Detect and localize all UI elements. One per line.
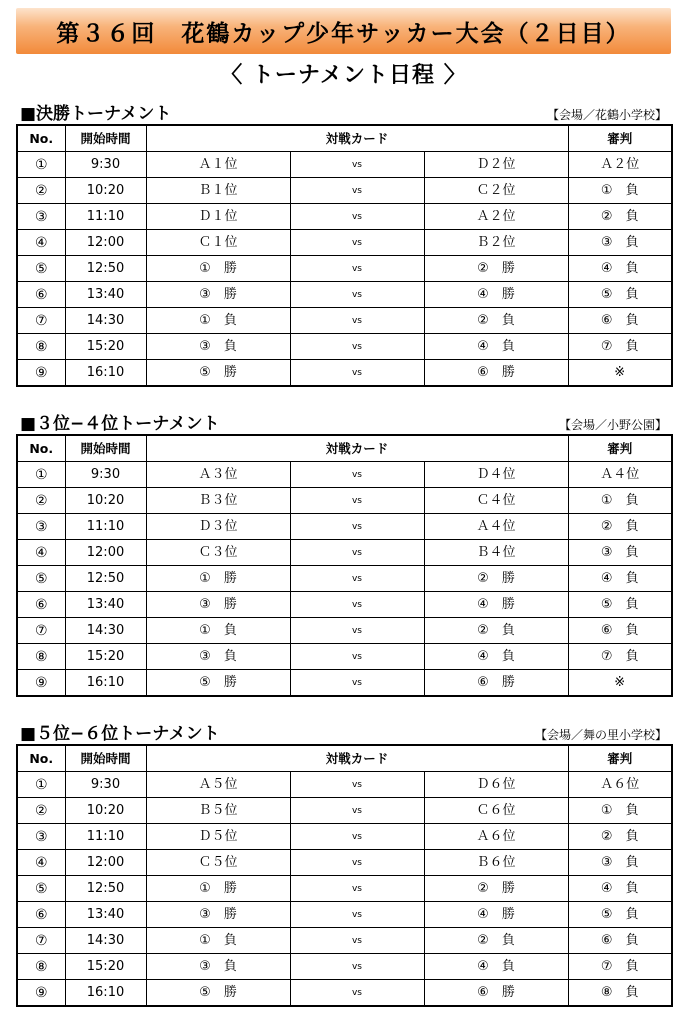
- vs-label: vs: [290, 566, 424, 592]
- vs-label: vs: [290, 850, 424, 876]
- vs-label: vs: [290, 618, 424, 644]
- match-number: ④: [17, 230, 65, 256]
- team-b: ② 負: [424, 308, 568, 334]
- start-time: 12:50: [65, 876, 146, 902]
- team-a: ③ 負: [146, 954, 290, 980]
- match-number: ⑦: [17, 308, 65, 334]
- table-row: [17, 256, 672, 282]
- start-time: 11:10: [65, 204, 146, 230]
- start-time: 12:00: [65, 850, 146, 876]
- title-banner: [16, 8, 671, 54]
- referee: ※: [568, 670, 672, 697]
- vs-label: vs: [290, 798, 424, 824]
- table-row: [17, 954, 672, 980]
- referee: ④ 負: [568, 256, 672, 282]
- section-header: [16, 414, 671, 434]
- team-b: Ａ６位: [424, 824, 568, 850]
- section-title: ■５位−６位トーナメント: [20, 724, 220, 744]
- header-match: 対戦カード: [146, 745, 568, 772]
- match-number: ③: [17, 204, 65, 230]
- match-number: ⑥: [17, 592, 65, 618]
- team-a: Ｄ５位: [146, 824, 290, 850]
- header-referee: 審判: [568, 125, 672, 152]
- match-number: ⑦: [17, 928, 65, 954]
- team-a: ① 勝: [146, 566, 290, 592]
- referee: ② 負: [568, 514, 672, 540]
- table-row: [17, 462, 672, 488]
- table-row: [17, 514, 672, 540]
- match-number: ⑥: [17, 902, 65, 928]
- start-time: 13:40: [65, 902, 146, 928]
- table-row: [17, 824, 672, 850]
- team-b: ④ 勝: [424, 592, 568, 618]
- vs-label: vs: [290, 824, 424, 850]
- tournament-section: [16, 104, 671, 387]
- team-a: ⑤ 勝: [146, 670, 290, 697]
- table-row: [17, 566, 672, 592]
- referee: ⑥ 負: [568, 618, 672, 644]
- vs-label: vs: [290, 178, 424, 204]
- match-number: ①: [17, 462, 65, 488]
- vs-label: vs: [290, 308, 424, 334]
- team-a: ① 負: [146, 308, 290, 334]
- table-row: [17, 902, 672, 928]
- start-time: 15:20: [65, 644, 146, 670]
- team-a: ③ 負: [146, 334, 290, 360]
- referee: ⑥ 負: [568, 928, 672, 954]
- vs-label: vs: [290, 592, 424, 618]
- team-a: ① 負: [146, 928, 290, 954]
- section-header: [16, 104, 671, 124]
- vs-label: vs: [290, 514, 424, 540]
- vs-label: vs: [290, 902, 424, 928]
- team-b: Ａ４位: [424, 514, 568, 540]
- vs-label: vs: [290, 540, 424, 566]
- vs-label: vs: [290, 980, 424, 1007]
- referee: ① 負: [568, 178, 672, 204]
- header-no: No.: [17, 125, 65, 152]
- start-time: 16:10: [65, 670, 146, 697]
- page-title: 第３６回 花鶴カップ少年サッカー大会（２日目）: [56, 20, 631, 47]
- team-a: ⑤ 勝: [146, 360, 290, 387]
- referee: ⑥ 負: [568, 308, 672, 334]
- table-row: [17, 230, 672, 256]
- match-number: ③: [17, 824, 65, 850]
- team-b: Ｃ４位: [424, 488, 568, 514]
- table-row: [17, 488, 672, 514]
- referee: ③ 負: [568, 540, 672, 566]
- start-time: 14:30: [65, 618, 146, 644]
- table-row: [17, 204, 672, 230]
- team-b: ⑥ 勝: [424, 360, 568, 387]
- table-row: [17, 798, 672, 824]
- start-time: 9:30: [65, 152, 146, 178]
- team-a: ① 勝: [146, 876, 290, 902]
- team-a: Ｂ３位: [146, 488, 290, 514]
- referee: ⑦ 負: [568, 334, 672, 360]
- referee: ⑦ 負: [568, 644, 672, 670]
- team-a: ③ 勝: [146, 592, 290, 618]
- table-row: [17, 980, 672, 1007]
- section-venue: 【会場／舞の里小学校】: [534, 728, 667, 742]
- vs-label: vs: [290, 152, 424, 178]
- team-b: Ａ２位: [424, 204, 568, 230]
- schedule-table: [16, 744, 673, 1007]
- vs-label: vs: [290, 230, 424, 256]
- vs-label: vs: [290, 772, 424, 798]
- vs-label: vs: [290, 928, 424, 954]
- team-b: Ｄ６位: [424, 772, 568, 798]
- team-b: Ｂ２位: [424, 230, 568, 256]
- team-b: Ｃ６位: [424, 798, 568, 824]
- match-number: ⑤: [17, 256, 65, 282]
- team-a: ① 勝: [146, 256, 290, 282]
- referee: ※: [568, 360, 672, 387]
- vs-label: vs: [290, 282, 424, 308]
- team-a: Ｂ１位: [146, 178, 290, 204]
- team-b: ④ 負: [424, 644, 568, 670]
- team-a: Ａ３位: [146, 462, 290, 488]
- table-row: [17, 850, 672, 876]
- page-subtitle: 〈 トーナメント日程 〉: [220, 63, 467, 88]
- match-number: ⑧: [17, 644, 65, 670]
- table-row: [17, 644, 672, 670]
- referee: ⑧ 負: [568, 980, 672, 1007]
- team-b: ② 勝: [424, 566, 568, 592]
- table-header-row: [17, 745, 672, 772]
- table-header-row: [17, 125, 672, 152]
- start-time: 9:30: [65, 772, 146, 798]
- referee: ① 負: [568, 488, 672, 514]
- match-number: ⑨: [17, 980, 65, 1007]
- team-b: Ｃ２位: [424, 178, 568, 204]
- table-row: [17, 540, 672, 566]
- team-a: Ｂ５位: [146, 798, 290, 824]
- start-time: 12:50: [65, 566, 146, 592]
- table-row: [17, 334, 672, 360]
- section-title: ■決勝トーナメント: [20, 104, 172, 124]
- start-time: 16:10: [65, 980, 146, 1007]
- match-number: ⑤: [17, 876, 65, 902]
- section-venue: 【会場／小野公園】: [558, 418, 667, 432]
- match-number: ②: [17, 488, 65, 514]
- section-header: [16, 724, 671, 744]
- team-a: Ｃ３位: [146, 540, 290, 566]
- start-time: 12:00: [65, 230, 146, 256]
- referee: ⑤ 負: [568, 282, 672, 308]
- schedule-table: [16, 434, 673, 697]
- team-b: ④ 負: [424, 954, 568, 980]
- match-number: ②: [17, 178, 65, 204]
- team-a: ③ 負: [146, 644, 290, 670]
- start-time: 13:40: [65, 282, 146, 308]
- table-header-row: [17, 435, 672, 462]
- table-row: [17, 152, 672, 178]
- header-time: 開始時間: [65, 125, 146, 152]
- header-referee: 審判: [568, 435, 672, 462]
- match-number: ①: [17, 772, 65, 798]
- start-time: 11:10: [65, 824, 146, 850]
- match-number: ⑧: [17, 954, 65, 980]
- team-a: ③ 勝: [146, 902, 290, 928]
- team-b: ④ 勝: [424, 282, 568, 308]
- team-b: Ｄ４位: [424, 462, 568, 488]
- referee: ④ 負: [568, 566, 672, 592]
- referee: ⑤ 負: [568, 592, 672, 618]
- match-number: ⑦: [17, 618, 65, 644]
- vs-label: vs: [290, 256, 424, 282]
- start-time: 11:10: [65, 514, 146, 540]
- referee: Ａ２位: [568, 152, 672, 178]
- vs-label: vs: [290, 488, 424, 514]
- start-time: 13:40: [65, 592, 146, 618]
- tournament-section: [16, 414, 671, 697]
- table-row: [17, 772, 672, 798]
- team-b: ④ 勝: [424, 902, 568, 928]
- table-row: [17, 178, 672, 204]
- section-venue: 【会場／花鶴小学校】: [546, 108, 667, 122]
- table-row: [17, 618, 672, 644]
- start-time: 10:20: [65, 798, 146, 824]
- match-number: ⑤: [17, 566, 65, 592]
- header-no: No.: [17, 745, 65, 772]
- start-time: 12:00: [65, 540, 146, 566]
- referee: ③ 負: [568, 230, 672, 256]
- referee: Ａ６位: [568, 772, 672, 798]
- table-row: [17, 928, 672, 954]
- match-number: ⑥: [17, 282, 65, 308]
- match-number: ②: [17, 798, 65, 824]
- match-number: ①: [17, 152, 65, 178]
- header-time: 開始時間: [65, 435, 146, 462]
- team-a: Ｃ１位: [146, 230, 290, 256]
- match-number: ④: [17, 850, 65, 876]
- header-match: 対戦カード: [146, 125, 568, 152]
- team-a: ⑤ 勝: [146, 980, 290, 1007]
- vs-label: vs: [290, 360, 424, 387]
- start-time: 15:20: [65, 954, 146, 980]
- vs-label: vs: [290, 644, 424, 670]
- table-row: [17, 670, 672, 697]
- referee: ② 負: [568, 204, 672, 230]
- header-match: 対戦カード: [146, 435, 568, 462]
- start-time: 10:20: [65, 178, 146, 204]
- start-time: 12:50: [65, 256, 146, 282]
- referee: ① 負: [568, 798, 672, 824]
- start-time: 15:20: [65, 334, 146, 360]
- vs-label: vs: [290, 334, 424, 360]
- referee: ② 負: [568, 824, 672, 850]
- team-b: ⑥ 勝: [424, 980, 568, 1007]
- match-number: ④: [17, 540, 65, 566]
- table-row: [17, 282, 672, 308]
- table-row: [17, 592, 672, 618]
- tournament-section: [16, 724, 671, 1007]
- team-b: ⑥ 勝: [424, 670, 568, 697]
- team-b: ② 負: [424, 618, 568, 644]
- team-b: ④ 負: [424, 334, 568, 360]
- team-b: ② 勝: [424, 876, 568, 902]
- team-a: Ｃ５位: [146, 850, 290, 876]
- team-a: ③ 勝: [146, 282, 290, 308]
- team-a: Ａ５位: [146, 772, 290, 798]
- start-time: 9:30: [65, 462, 146, 488]
- team-b: Ｂ６位: [424, 850, 568, 876]
- match-number: ⑨: [17, 360, 65, 387]
- header-time: 開始時間: [65, 745, 146, 772]
- referee: Ａ４位: [568, 462, 672, 488]
- referee: ④ 負: [568, 876, 672, 902]
- team-b: ② 負: [424, 928, 568, 954]
- schedule-table: [16, 124, 673, 387]
- start-time: 10:20: [65, 488, 146, 514]
- vs-label: vs: [290, 204, 424, 230]
- referee: ⑤ 負: [568, 902, 672, 928]
- referee: ⑦ 負: [568, 954, 672, 980]
- table-row: [17, 876, 672, 902]
- team-a: Ｄ３位: [146, 514, 290, 540]
- team-a: Ａ１位: [146, 152, 290, 178]
- start-time: 14:30: [65, 928, 146, 954]
- referee: ③ 負: [568, 850, 672, 876]
- start-time: 16:10: [65, 360, 146, 387]
- vs-label: vs: [290, 954, 424, 980]
- table-row: [17, 360, 672, 387]
- start-time: 14:30: [65, 308, 146, 334]
- table-row: [17, 308, 672, 334]
- section-title: ■３位−４位トーナメント: [20, 414, 220, 434]
- team-a: ① 負: [146, 618, 290, 644]
- header-referee: 審判: [568, 745, 672, 772]
- match-number: ⑧: [17, 334, 65, 360]
- team-b: Ｂ４位: [424, 540, 568, 566]
- team-b: ② 勝: [424, 256, 568, 282]
- team-a: Ｄ１位: [146, 204, 290, 230]
- vs-label: vs: [290, 876, 424, 902]
- match-number: ⑨: [17, 670, 65, 697]
- header-no: No.: [17, 435, 65, 462]
- vs-label: vs: [290, 462, 424, 488]
- match-number: ③: [17, 514, 65, 540]
- team-b: Ｄ２位: [424, 152, 568, 178]
- vs-label: vs: [290, 670, 424, 697]
